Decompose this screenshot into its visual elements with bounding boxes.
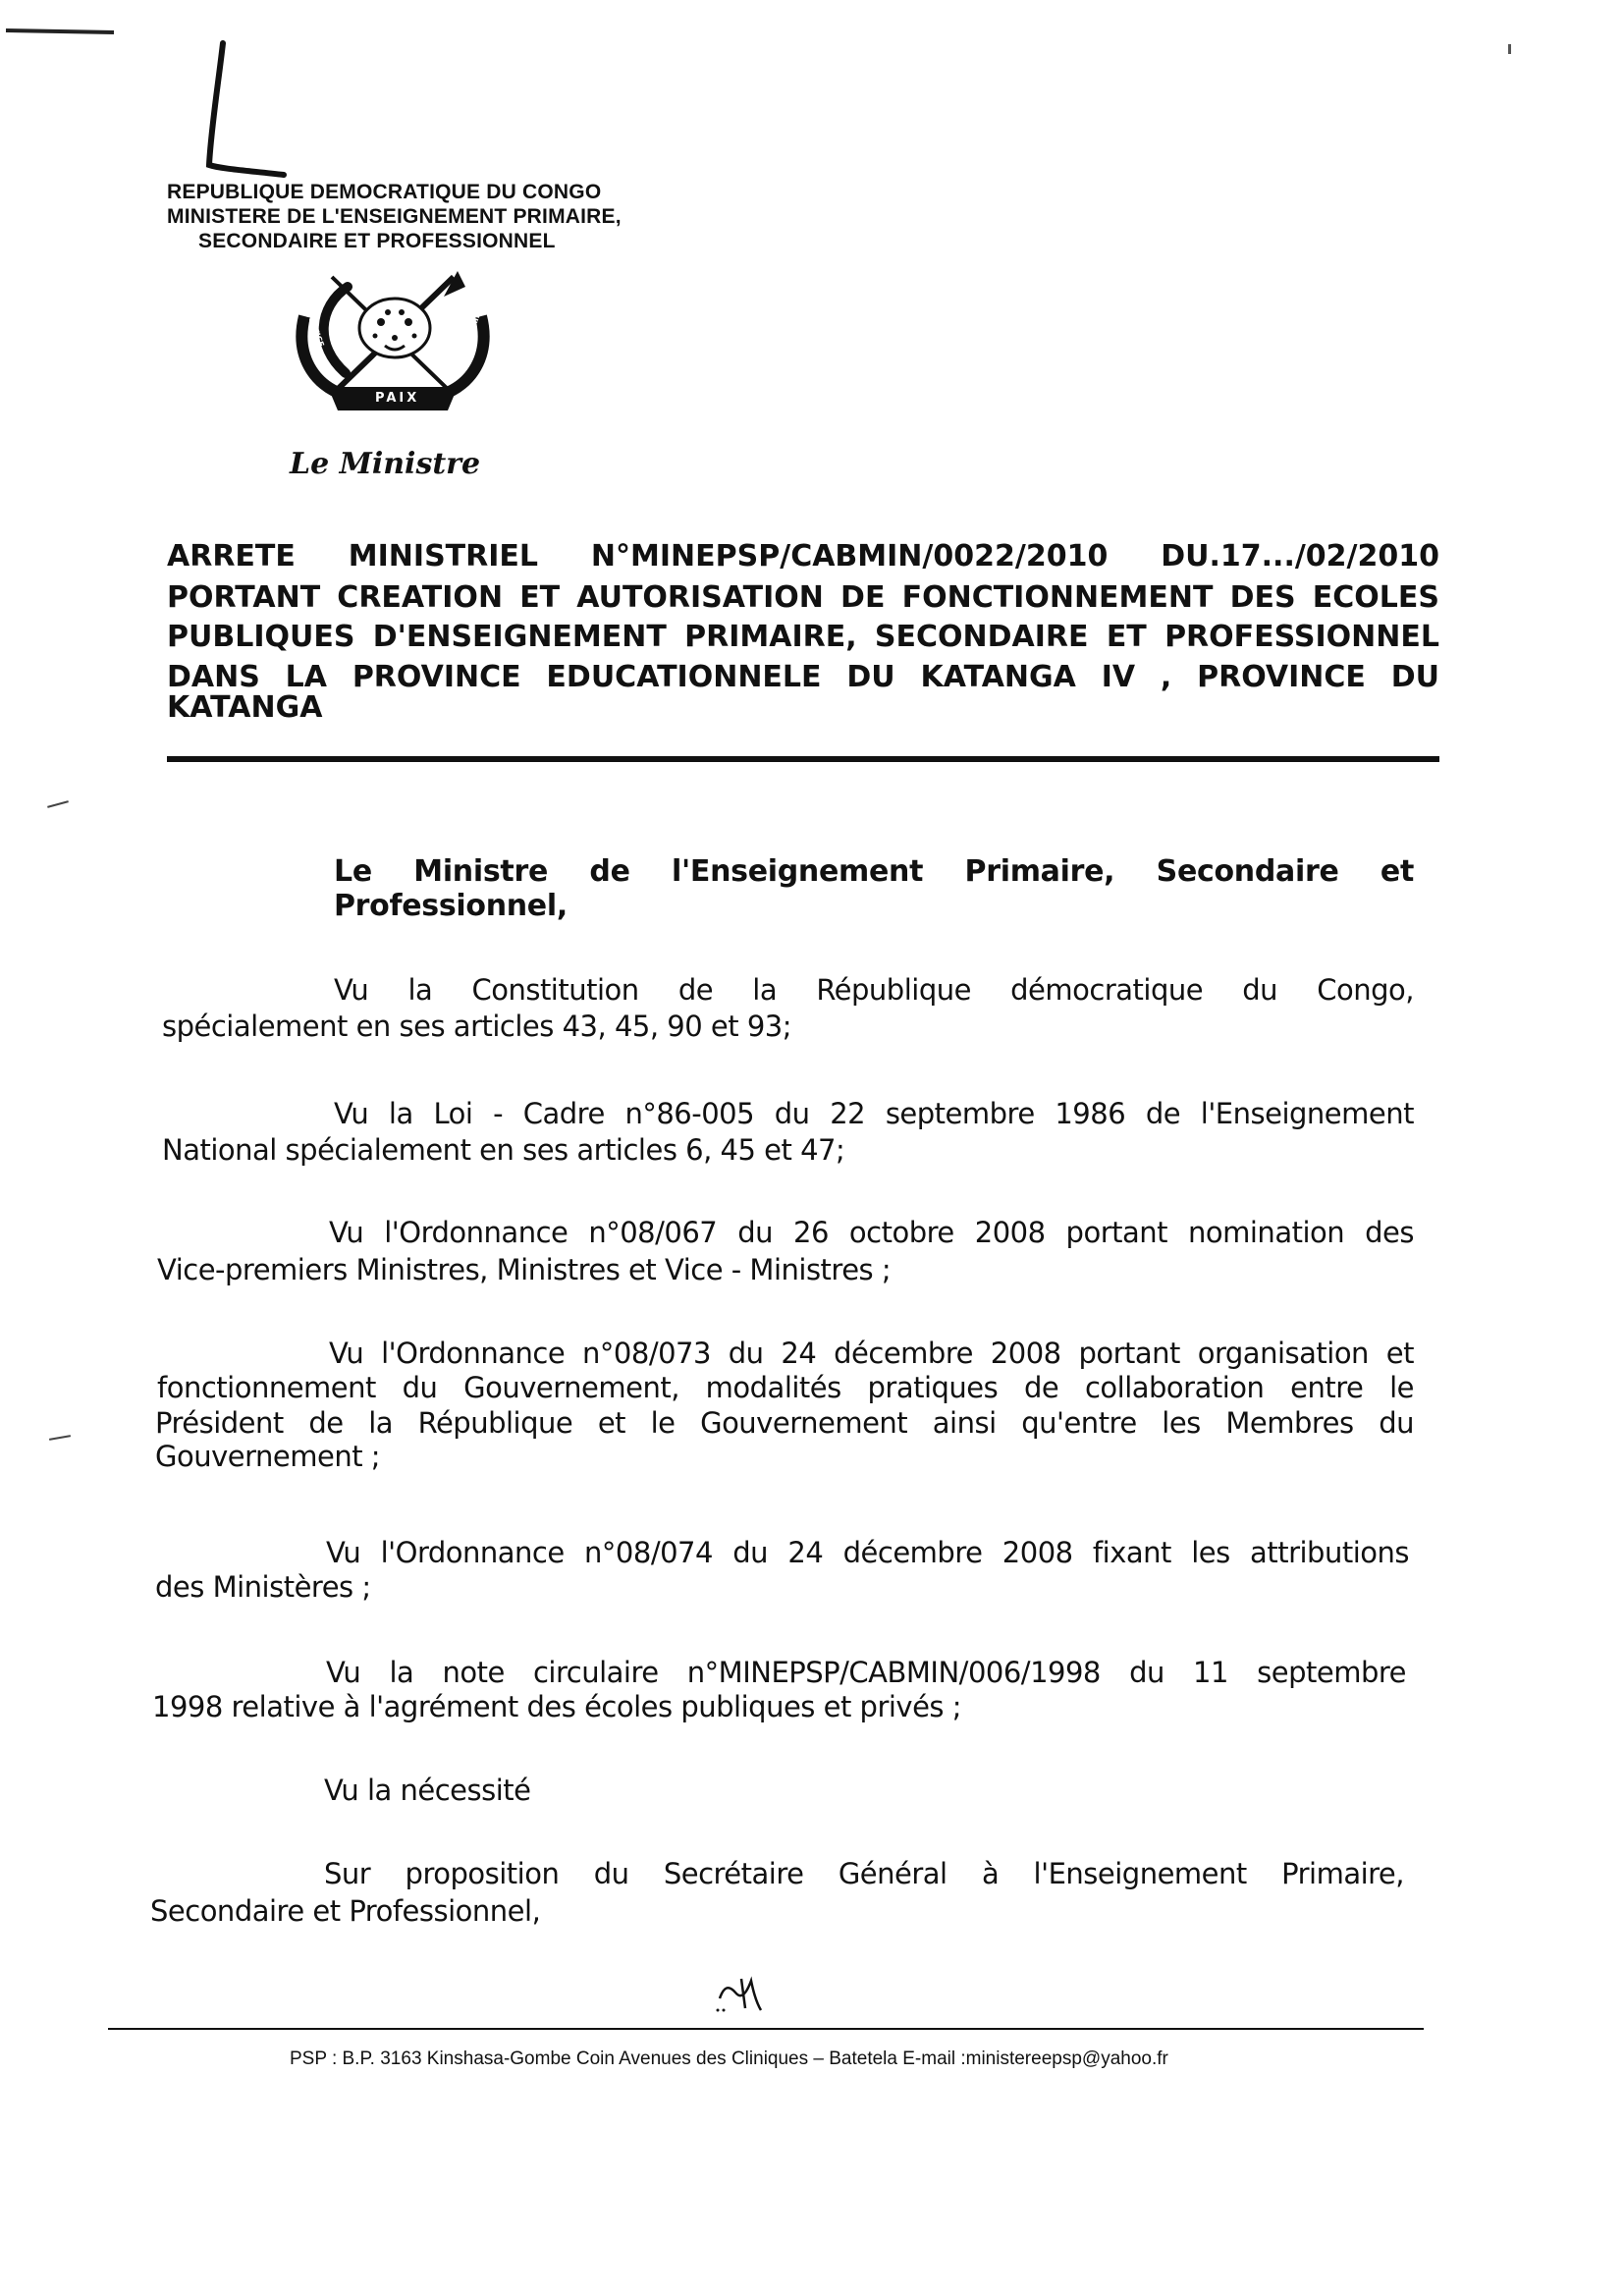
consideration-4-line1: Vu l'Ordonnance n°08/073 du 24 décembre 2008 portant organisation et — [329, 1337, 1414, 1370]
consideration-8-line1: Sur proposition du Secrétaire Général à l'Enseignement Primaire, — [324, 1857, 1404, 1890]
emblem-right-text: TRAVAIL — [461, 311, 483, 350]
decree-title-line3: PUBLIQUES D'ENSEIGNEMENT PRIMAIRE, SECONDAIRE ET PROFESSIONNEL — [167, 620, 1439, 654]
coat-of-arms-emblem — [285, 257, 501, 424]
consideration-2-line2: National spécialement en ses articles 6, 45 et 47; — [162, 1133, 845, 1167]
footer-rule — [108, 2028, 1424, 2030]
consideration-4-line4: Gouvernement ; — [155, 1440, 381, 1473]
consideration-3-line1: Vu l'Ordonnance n°08/067 du 26 octobre 2008 portant nomination des — [329, 1216, 1414, 1249]
scan-mark-left-2 — [49, 1435, 71, 1441]
decree-title-line1: ARRETE MINISTRIEL N°MINEPSP/CABMIN/0022/2010 DU.17.../02/2010 — [167, 539, 1439, 574]
consideration-5-line2: des Ministères ; — [155, 1570, 371, 1604]
signatory-title: Le Ministre — [290, 447, 481, 481]
scan-mark-left-1 — [47, 800, 69, 808]
consideration-8-line2: Secondaire et Professionnel, — [150, 1894, 541, 1928]
scan-mark-top-left — [6, 28, 114, 34]
consideration-3-line2: Vice-premiers Ministres, Ministres et Vice - Ministres ; — [157, 1253, 892, 1286]
consideration-5-line1: Vu l'Ordonnance n°08/074 du 24 décembre 2008 fixant les attributions — [326, 1536, 1409, 1569]
scan-mark-right — [1508, 44, 1511, 54]
consideration-6-line1: Vu la note circulaire n°MINEPSP/CABMIN/006/1998 du 11 septembre — [326, 1656, 1406, 1689]
header-ministry-line2: SECONDAIRE ET PROFESSIONNEL — [198, 230, 556, 252]
emblem-left-text: JUSTICE — [305, 312, 326, 349]
preamble-line2: Professionnel, — [334, 889, 568, 923]
header-ministry-line1: MINISTERE DE L'ENSEIGNEMENT PRIMAIRE, — [167, 205, 622, 228]
consideration-6-line2: 1998 relative à l'agrément des écoles publiques et privés ; — [152, 1690, 962, 1723]
consideration-1-line2: spécialement en ses articles 43, 45, 90 et 93; — [162, 1010, 791, 1043]
handwritten-initials — [712, 1969, 781, 2018]
title-underline — [167, 756, 1439, 762]
preamble-line1: Le Ministre de l'Enseignement Primaire, Secondaire et — [334, 854, 1414, 889]
decree-title-line5: KATANGA — [167, 690, 323, 725]
consideration-1-line1: Vu la Constitution de la République démocratique du Congo, — [334, 973, 1414, 1007]
consideration-2-line1: Vu la Loi - Cadre n°86-005 du 22 septembre 1986 de l'Enseignement — [334, 1097, 1414, 1130]
consideration-4-line3: Président de la République et le Gouvernement ainsi qu'entre les Membres du — [155, 1406, 1414, 1440]
handwritten-l-mark — [182, 39, 290, 187]
emblem-motto-text: PAIX — [375, 391, 420, 406]
consideration-4-line2: fonctionnement du Gouvernement, modalités pratiques de collaboration entre le — [157, 1371, 1414, 1404]
footer-address: PSP : B.P. 3163 Kinshasa-Gombe Coin Avenues des Cliniques – Batetela E-mail :ministereepsp@yahoo.fr — [290, 2048, 1168, 2069]
consideration-7-line1: Vu la nécessité — [324, 1774, 531, 1807]
decree-title-line4: DANS LA PROVINCE EDUCATIONNELE DU KATANGA IV , PROVINCE DU — [167, 660, 1439, 694]
decree-title-line2: PORTANT CREATION ET AUTORISATION DE FONCTIONNEMENT DES ECOLES — [167, 580, 1439, 615]
header-country: REPUBLIQUE DEMOCRATIQUE DU CONGO — [167, 181, 602, 203]
